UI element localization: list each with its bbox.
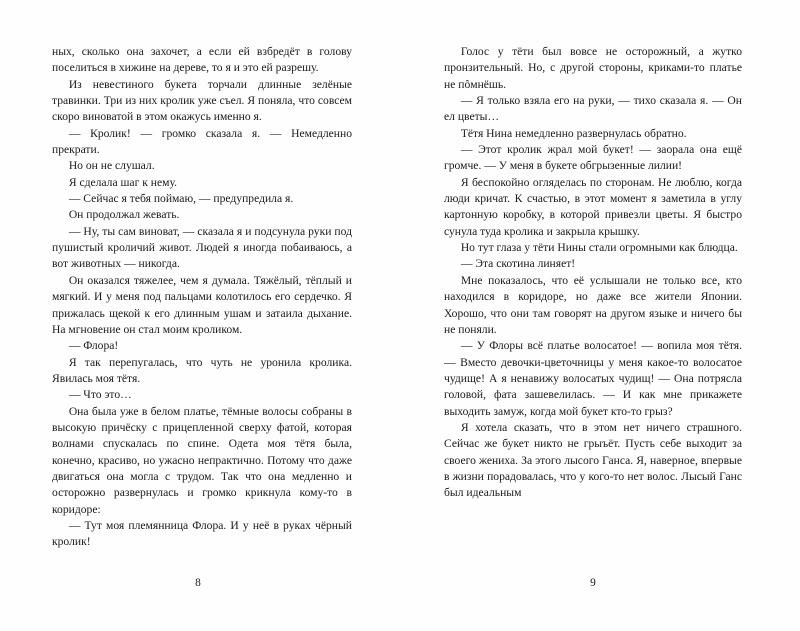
paragraph: — У Флоры всё платье волосатое! — вопила моя тётя. — Вместо девочки-цветочницы у меня какое-то волосатое чудище! А я ненавижу волосатых чудищ! — Она потрясла головой, фата зашевелилась. — И как мне прикажете выходить замуж, когда мой букет кто-то грыз? (444, 339, 742, 418)
paragraph: Я так перепугалась, что чуть не уронила кролика. Явилась моя тётя. (52, 355, 352, 385)
paragraph: — Что это… (68, 388, 132, 402)
paragraph: — Ну, ты сам виноват, — сказала я и подсунула руки под пушистый кроличий живот. Людей я иногда побаиваюсь, а вот животных — никогда. (52, 224, 352, 271)
page-number: 8 (195, 577, 201, 589)
paragraph: Я хотела сказать, что в этом нет ничего страшного. Сейчас же букет никто не грыъёт. Пусть себе выходит за своего жениха. За этого лысого Ганса. Я, наверное, впервые в жизни порадовалась, что у кого-то нет волос. Лысый Ганс был идеальным (444, 420, 742, 500)
paragraph: ных, сколько она захочет, а если ей взбредёт в голову поселиться в хижине на дереве, то я и это ей разрешу. (52, 45, 352, 75)
paragraph: Мне показалось, что её услышали не только все, кто находился в коридоре, но даже все жители Японии. Хорошо, что они там говорят на другом языке и ничего бы не поняли. (444, 273, 742, 336)
page-number: 9 (590, 577, 596, 589)
paragraph: Я беспокойно огляделась по сторонам. Не люблю, когда люди кричат. К счастью, в этот момент я заметила в углу картонную коробку, в которой привезли цветы. Я быстро сунула туда кролика и закрыла крышку. (444, 175, 742, 238)
left-page-text (52, 44, 352, 551)
right-page-text (444, 44, 742, 502)
paragraph: Но тут глаза у тёти Нины стали огромными как блюдца. (460, 241, 738, 255)
paragraph: Я сделала шаг к нему. (68, 175, 177, 189)
paragraph: — Я только взяла его на руки, — тихо сказала я. — Он ел цветы… (444, 94, 742, 124)
paragraph: — Флора! (68, 339, 119, 353)
paragraph: Она была уже в белом платье, тёмные волосы собраны в высокую причёску с прицепленной сверху фатой, которая волнами спускалась по спине. Одета моя тётя была, конечно, красиво, но ужасно непрактично. Потому что даже двигаться она могла с трудом. Так что она медленно и осторожно развернулась и громко крикнула кому-то в коридоре: (52, 404, 352, 516)
paragraph: Тётя Нина немедленно развернулась обратно. (460, 126, 687, 140)
right-page (400, 44, 800, 631)
left-page (0, 44, 400, 631)
paragraph: — Кролик! — громко сказала я. — Немедленно прекрати. (52, 126, 352, 157)
paragraph: — Этот кролик жрал мой букет! — заорала она ещё громче. — У меня в букете обгрызенные лилии! (444, 143, 742, 173)
paragraph: Из невестиного букета торчали длинные зелёные травинки. Три из них кролик уже съел. Я поняла, что совсем скоро виноватой в этом окажусь именно я. (52, 77, 352, 124)
paragraph: Но он не слушал. (68, 159, 155, 173)
paragraph: — Сейчас я тебя поймаю, — предупредила я. (68, 192, 294, 206)
paragraph: Он продолжал жевать. (68, 208, 180, 222)
paragraph: Голос у тёти был вовсе не осторожный, а жутко пронзительный. Но, с другой стороны, криками-то платье не пôмнёшь. (444, 45, 742, 91)
paragraph: — Тут моя племянница Флора. И у неё в руках чёрный кролик! (52, 518, 352, 549)
paragraph: — Эта скотина линяет! (460, 257, 576, 271)
paragraph: Он оказался тяжелее, чем я думала. Тяжёлый, тёплый и мягкий. И у меня под пальцами колотилось его сердечко. Я прижалась щекой к его длинным ушам и затаила дыхание. На мгновение он стал моим кроликом. (52, 273, 352, 336)
